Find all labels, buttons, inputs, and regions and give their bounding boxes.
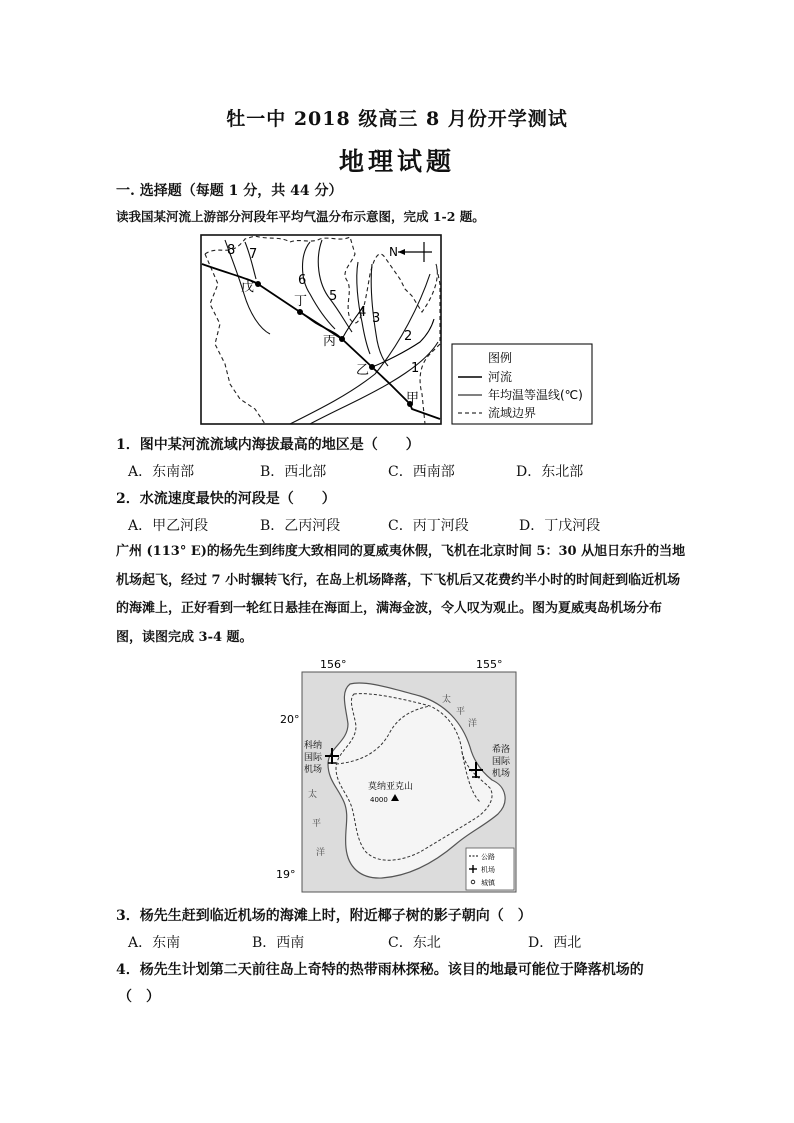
- point-label: 甲: [406, 391, 420, 406]
- map1-legend: [452, 344, 592, 424]
- legend-isotherm: 年均温等温线(℃): [488, 388, 583, 402]
- point-bing: [339, 336, 345, 342]
- isotherm-label: 6: [298, 273, 307, 288]
- isotherm-label: 2: [404, 329, 413, 344]
- airport-west-label: 机场: [304, 765, 323, 775]
- q3-option-b: B．西南: [252, 935, 305, 951]
- point-ding: [297, 309, 303, 315]
- lon-label: 155°: [476, 658, 503, 671]
- isotherm-label: 7: [249, 247, 258, 262]
- map2-legend: [466, 848, 514, 890]
- legend-boundary: 流域边界: [488, 406, 537, 420]
- ocean-label: 平: [456, 707, 466, 717]
- question-2-stem: 2．水流速度最快的河段是（ ）: [116, 491, 336, 507]
- question-4-answer-blank: （ ）: [118, 989, 160, 1005]
- q1-option-a: A．东南部: [128, 464, 195, 480]
- north-arrow-icon: [398, 242, 432, 262]
- intro-text: 读我国某河流上游部分河段年平均气温分布示意图，完成 1-2 题。: [116, 209, 485, 224]
- ocean-label: 洋: [316, 848, 326, 858]
- q2-option-b: B．乙丙河段: [260, 518, 341, 534]
- q3-option-a: A．东南: [128, 935, 181, 951]
- mountain-label: 莫纳亚克山: [368, 782, 414, 792]
- isotherm-label: 4: [358, 305, 367, 320]
- airport-west-label: 国际: [304, 753, 323, 763]
- lon-label: 156°: [320, 658, 347, 671]
- q1-option-b: B．西北部: [260, 464, 327, 480]
- question-3-stem: 3．杨先生赶到临近机场的海滩上时，附近椰子树的影子朝向（ ）: [116, 908, 532, 924]
- q1-option-d: D．东北部: [516, 464, 584, 480]
- isotherm-5: [318, 240, 352, 332]
- section-heading: 一. 选择题（每题 1 分，共 44 分）: [116, 183, 343, 199]
- elevation-label: 4000: [370, 796, 388, 804]
- q2-option-a: A．甲乙河段: [128, 518, 209, 534]
- isotherm-label: 3: [372, 311, 381, 326]
- q2-option-d: D．丁戊河段: [519, 518, 601, 534]
- point-label: 丁: [294, 294, 308, 309]
- lat-label: 19°: [276, 868, 296, 881]
- airport-east-label: 希洛: [492, 745, 511, 755]
- point-label: 戊: [241, 280, 255, 295]
- isotherm-label: 5: [329, 289, 338, 304]
- point-yi: [369, 364, 375, 370]
- ocean-label: 太: [308, 790, 318, 800]
- point-label: 丙: [323, 334, 337, 349]
- ocean-label: 太: [442, 695, 452, 705]
- passage-text: 广州 (113° E)的杨先生到纬度大致相同的夏威夷休假，飞机在北京时间 5：30 从旭日东升的当地机场起飞，经过 7 小时辗转飞行，在岛上机场降落，下飞机后又花费约半小时的时间赶到临近机场的海滩上，正好看到一轮红日悬挂在海面上，满海金波，令人叹为观止。图为夏威夷岛机场分布图，读图完成 3-4 题。: [116, 544, 686, 645]
- airport-west-label: 科纳: [304, 741, 323, 751]
- airport-east-label: 机场: [492, 769, 511, 779]
- hawaii-airport-map: [270, 652, 530, 897]
- q3-option-d: D．西北: [528, 935, 582, 951]
- subject-title: 地理试题: [338, 147, 455, 176]
- isotherm-label: 8: [227, 243, 236, 258]
- point-wu: [255, 281, 261, 287]
- legend-river: 河流: [488, 370, 513, 384]
- tributary: [372, 319, 434, 367]
- q2-option-c: C．丙丁河段: [388, 518, 469, 534]
- airport-east-label: 国际: [492, 757, 511, 767]
- ocean-label: 洋: [468, 719, 478, 729]
- question-1-stem: 1．图中某河流流域内海拔最高的地区是（ ）: [116, 437, 420, 453]
- point-label: 乙: [356, 363, 370, 378]
- q1-option-c: C．西南部: [388, 464, 455, 480]
- river-isotherm-map: [200, 234, 600, 426]
- question-4-stem: 4．杨先生计划第二天前往岛上奇特的热带雨林探秘。该目的地最可能位于降落机场的: [116, 962, 644, 978]
- legend-road: 公路: [481, 853, 495, 861]
- legend-title: 图例: [488, 351, 513, 365]
- legend-airport: 机场: [481, 866, 495, 874]
- lat-label: 20°: [280, 713, 300, 726]
- q3-option-c: C．东北: [388, 935, 441, 951]
- ocean-label: 平: [312, 819, 322, 829]
- north-label: N: [389, 245, 398, 259]
- exam-title: 牡一中 2018 级高三 8 月份开学测试: [226, 108, 568, 130]
- isotherm-label: 1: [411, 361, 420, 376]
- legend-town: 城镇: [481, 879, 495, 887]
